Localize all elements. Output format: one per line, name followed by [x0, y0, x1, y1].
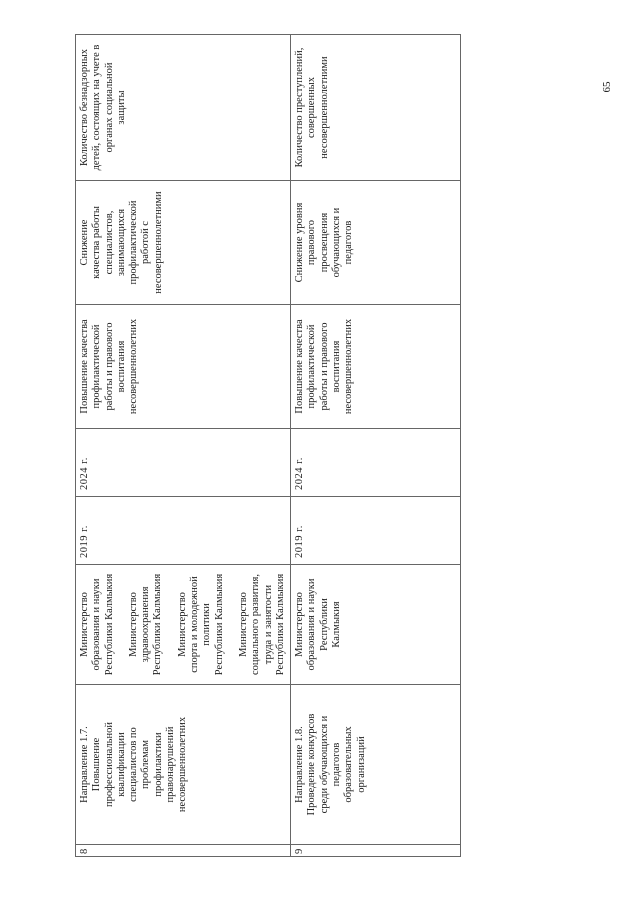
direction-line: среди обучающихся и: [318, 715, 330, 814]
result-line: профилактической: [306, 324, 318, 409]
executor-line: Министерство: [237, 592, 249, 657]
start-year-cell: 2019 г.: [291, 497, 461, 565]
executor-line: Министерство: [127, 592, 139, 657]
direction-line: правонарушений: [165, 726, 177, 803]
consequence-cell: [76, 181, 291, 305]
rotated-page: [75, 35, 412, 857]
direction-line: образовательных: [343, 726, 355, 803]
start-year-cell: 2019 г.: [76, 497, 291, 565]
executors-cell: [76, 565, 291, 685]
result-line: работы и правового: [103, 322, 115, 411]
executor-line: Министерство: [294, 592, 306, 657]
end-year-cell: 2024 г.: [76, 429, 291, 497]
result-line: Повышение качества: [79, 319, 90, 414]
consequence-line: просвещения: [318, 212, 330, 273]
executor-line: Республики Калмыкия: [103, 573, 115, 676]
result-line: воспитания: [331, 340, 343, 393]
consequence-line: педагогов: [343, 220, 355, 265]
page-number: 65: [601, 81, 613, 93]
indicator-line: органах социальной: [103, 62, 115, 153]
table-row: [76, 35, 291, 857]
consequence-line: несовершеннолетними: [152, 191, 164, 294]
executor-line: политики: [201, 603, 213, 646]
direction-line: организаций: [355, 736, 367, 793]
executor-line: Министерство: [79, 592, 90, 657]
direction-cell: [76, 685, 291, 845]
direction-line: Проведение конкурсов: [306, 713, 318, 816]
result-line: воспитания: [115, 340, 127, 393]
result-line: профилактической: [91, 324, 103, 409]
expected-result-cell: [291, 305, 461, 429]
consequence-line: Снижение: [79, 219, 90, 266]
direction-line: профессиональной: [103, 722, 115, 807]
expected-result-cell: [76, 305, 291, 429]
result-line: работы и правового: [318, 322, 330, 411]
consequence-line: правового: [306, 219, 318, 266]
result-line: несовершеннолетних: [343, 318, 355, 415]
table-row: [291, 35, 461, 857]
row-number: 9: [291, 845, 461, 857]
indicator-cell: [76, 35, 291, 181]
executor-line: труда и занятости: [262, 584, 274, 665]
executor-line: Республики: [318, 598, 330, 651]
executor-line: образования и науки: [306, 578, 318, 671]
spacer: [165, 568, 177, 681]
executor-line: социального развития,: [250, 573, 262, 676]
executor-line: здравоохранения: [140, 586, 152, 663]
consequence-line: профилактической: [128, 200, 140, 285]
executor-line: спорта и молодежной: [189, 576, 201, 673]
direction-line: квалификации: [115, 732, 127, 797]
executor-line: образования и науки: [91, 578, 103, 671]
consequence-line: Снижение уровня: [294, 202, 306, 283]
consequence-line: специалистов,: [103, 210, 115, 275]
executor-line: Республики Калмыкия: [274, 573, 286, 676]
direction-line: несовершеннолетних: [177, 716, 189, 813]
direction-line: педагогов: [331, 742, 343, 787]
indicator-cell: [291, 35, 461, 181]
consequence-cell: [291, 181, 461, 305]
direction-cell: [291, 685, 461, 845]
executor-line: Калмыкия: [331, 601, 343, 648]
consequence-line: занимающихся: [115, 208, 127, 277]
consequence-line: качества работы: [91, 206, 103, 279]
indicator-line: детей, состоящих на учете в: [91, 44, 103, 171]
consequence-line: работой с: [140, 221, 152, 264]
executors-cell: [291, 565, 461, 685]
spacer: [226, 568, 238, 681]
direction-line: Направление 1.8.: [294, 726, 306, 803]
direction-line: специалистов по: [128, 727, 140, 802]
consequence-line: обучающихся и: [331, 207, 343, 278]
result-line: несовершеннолетних: [128, 318, 140, 415]
indicator-line: Количество безнадзорных: [79, 48, 90, 167]
executor-line: Республики Калмыкия: [213, 573, 225, 676]
result-line: Повышение качества: [294, 319, 306, 414]
indicator-line: Количество преступлений,: [294, 47, 306, 168]
executor-line: Республики Калмыкия: [152, 573, 164, 676]
executor-line: Министерство: [176, 592, 188, 657]
direction-line: профилактики: [152, 732, 164, 797]
direction-line: проблемам: [140, 740, 152, 789]
spacer: [116, 568, 128, 681]
indicator-line: несовершеннолетними: [318, 56, 330, 159]
end-year-cell: 2024 г.: [291, 429, 461, 497]
direction-line: Повышение: [91, 737, 103, 792]
indicator-line: совершенных: [306, 77, 318, 139]
indicator-line: защиты: [115, 90, 127, 125]
program-table: [75, 34, 461, 857]
direction-line: Направление 1.7.: [79, 726, 90, 803]
row-number: 8: [76, 845, 291, 857]
